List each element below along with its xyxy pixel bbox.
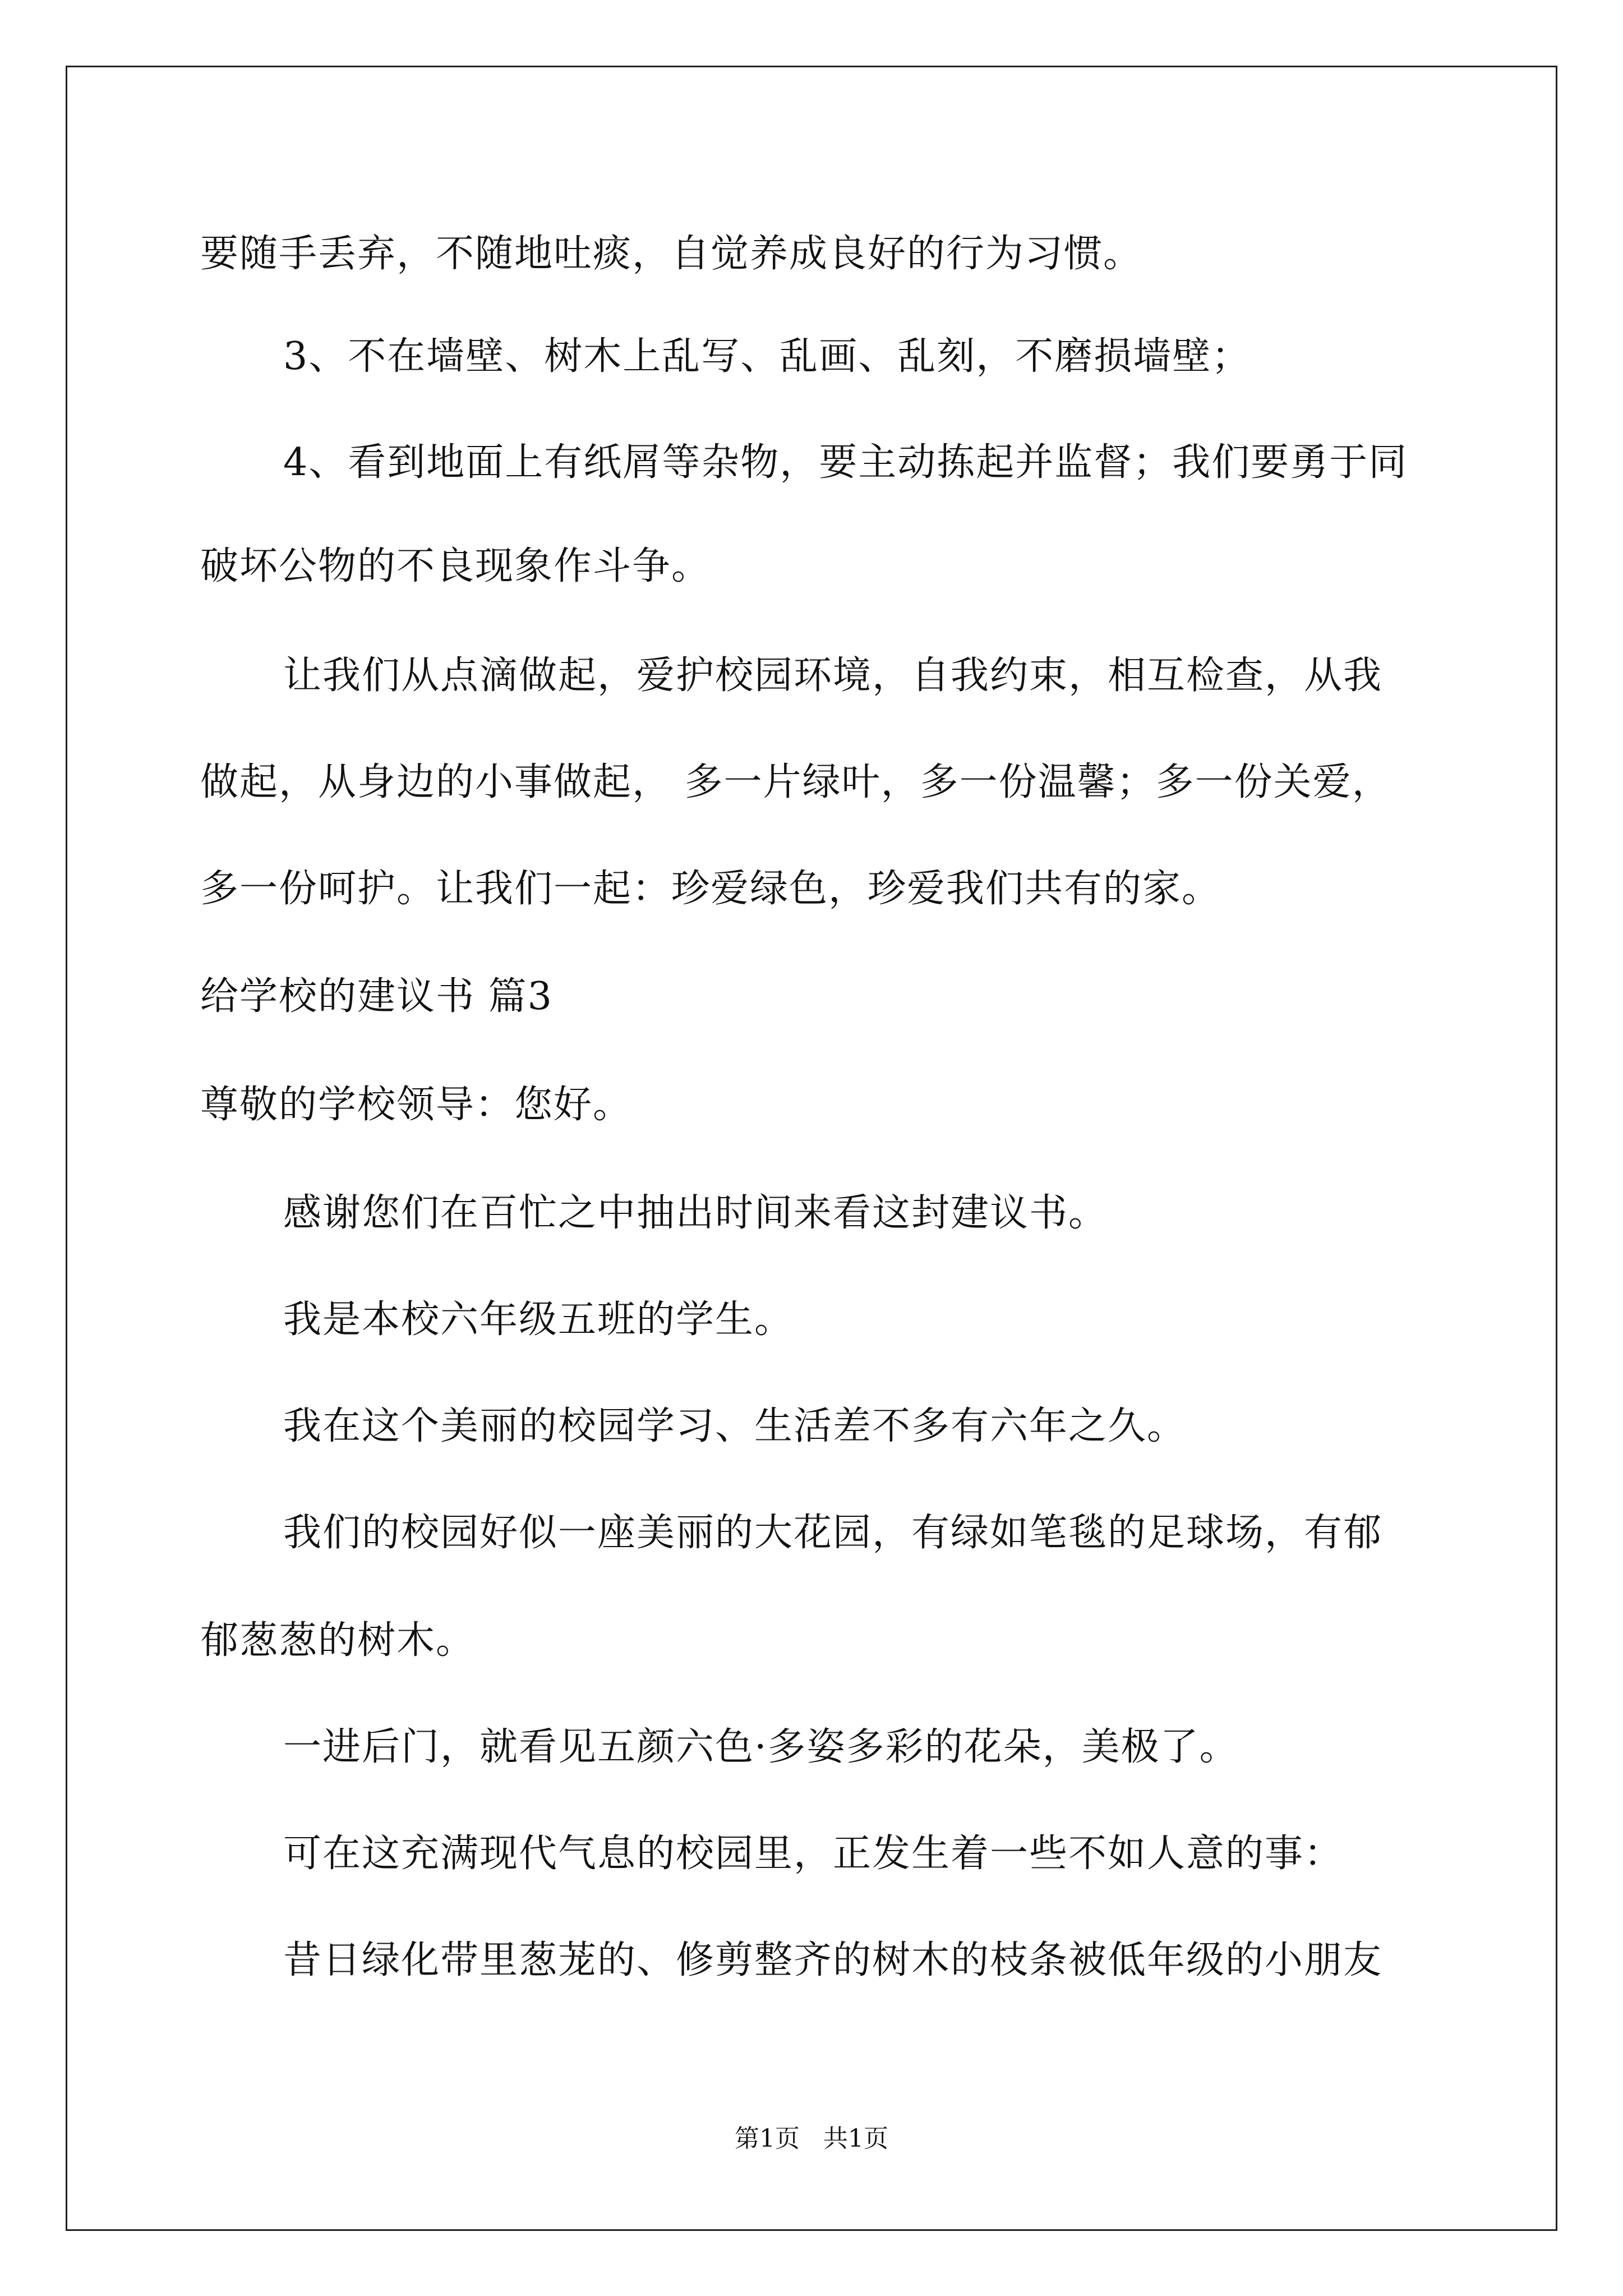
text-line: 我是本校六年级五班的学生。 xyxy=(283,1297,794,1342)
text-line: 3、不在墙壁、树木上乱写、乱画、乱刻，不磨损墙壁； xyxy=(283,334,1251,379)
text-line: 要随手丢弃，不随地吐痰，自觉养成良好的行为习惯。 xyxy=(200,232,1143,276)
text-line: 我在这个美丽的校园学习、生活差不多有六年之久。 xyxy=(283,1404,1187,1448)
text-line: 多一份呵护。让我们一起：珍爱绿色，珍爱我们共有的家。 xyxy=(200,867,1221,911)
text-line: 一进后门，就看见五颜六色·多姿多彩的花朵，美极了。 xyxy=(283,1725,1239,1769)
text-line: 可在这充满现代气息的校园里，正发生着一些不如人意的事： xyxy=(283,1832,1344,1876)
page-footer xyxy=(0,2123,1623,2155)
text-line: 感谢您们在百忙之中抽出时间来看这封建议书。 xyxy=(283,1191,1108,1235)
text-line: 做起，从身边的小事做起， 多一片绿叶，多一份温馨；多一份关爱， xyxy=(200,760,1391,804)
salutation: 尊敬的学校领导：您好。 xyxy=(200,1083,633,1127)
text-line: 破坏公物的不良现象作斗争。 xyxy=(200,544,711,588)
text-line: 郁葱葱的树木。 xyxy=(200,1618,476,1663)
section-heading: 给学校的建议书 篇3 xyxy=(200,974,553,1019)
text-line: 昔日绿化带里葱茏的、修剪整齐的树木的枝条被低年级的小朋友 xyxy=(283,1938,1383,1982)
page-border xyxy=(66,66,1557,2231)
text-line: 我们的校园好似一座美丽的大花园，有绿如笔毯的足球场，有郁 xyxy=(283,1511,1383,1555)
text-line: 让我们从点滴做起，爱护校园环境，自我约束，相互检查，从我 xyxy=(283,654,1383,698)
page-total: 共1页 xyxy=(823,2124,888,2153)
page-number: 第1页 xyxy=(735,2124,800,2153)
text-line: 4、看到地面上有纸屑等杂物，要主动拣起并监督；我们要勇于同 xyxy=(283,440,1408,485)
